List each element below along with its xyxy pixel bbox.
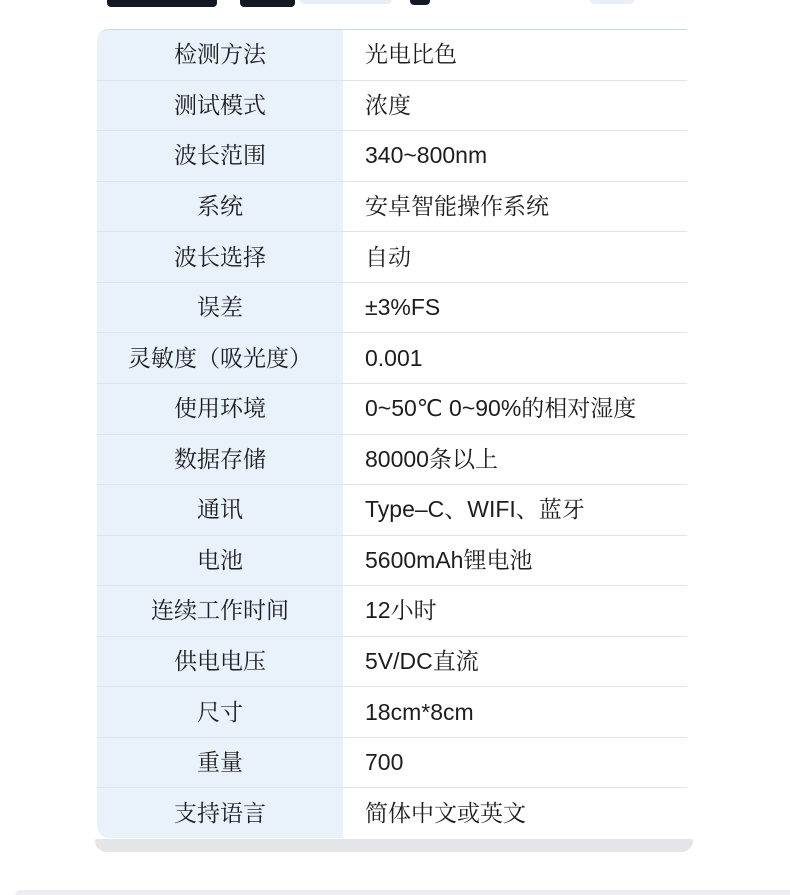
spec-label: 电池 (97, 536, 343, 586)
table-row (97, 30, 687, 80)
spec-value: 5V/DC直流 (343, 637, 687, 687)
spec-value: 700 (343, 738, 687, 788)
spec-label: 供电电压 (97, 637, 343, 687)
spec-label: 灵敏度（吸光度） (97, 333, 343, 383)
table-row (97, 130, 687, 181)
spec-value: 安卓智能操作系统 (343, 182, 687, 232)
table-row (97, 585, 687, 636)
spec-value: 浓度 (343, 81, 687, 131)
next-section-top-edge (15, 890, 790, 895)
table-row (97, 737, 687, 788)
spec-label: 连续工作时间 (97, 586, 343, 636)
spec-label: 使用环境 (97, 384, 343, 434)
spec-value: 自动 (343, 232, 687, 282)
spec-value: 80000条以上 (343, 435, 687, 485)
table-row (97, 282, 687, 333)
spec-label: 重量 (97, 738, 343, 788)
spec-label: 检测方法 (97, 30, 343, 80)
spec-label: 波长范围 (97, 131, 343, 181)
table-row (97, 181, 687, 232)
spec-value: 0.001 (343, 333, 687, 383)
table-bottom-shadow (95, 839, 693, 852)
table-row (97, 787, 687, 838)
spec-label: 支持语言 (97, 788, 343, 838)
spec-label: 数据存储 (97, 435, 343, 485)
table-row (97, 535, 687, 586)
spec-label: 测试模式 (97, 81, 343, 131)
spec-value: 5600mAh锂电池 (343, 536, 687, 586)
table-row (97, 686, 687, 737)
table-row (97, 636, 687, 687)
spec-value: 18cm*8cm (343, 687, 687, 737)
spec-value: 340~800nm (343, 131, 687, 181)
table-row (97, 231, 687, 282)
spec-value: ±3%FS (343, 283, 687, 333)
cutoff-shape-fragment (300, 0, 392, 4)
table-row (97, 383, 687, 434)
spec-label: 通讯 (97, 485, 343, 535)
spec-label: 波长选择 (97, 232, 343, 282)
spec-value: 光电比色 (343, 30, 687, 80)
cutoff-text-fragment (107, 0, 217, 7)
spec-label: 误差 (97, 283, 343, 333)
spec-value: 简体中文或英文 (343, 788, 687, 838)
spec-value: Type–C、WIFI、蓝牙 (343, 485, 687, 535)
table-row (97, 434, 687, 485)
table-row (97, 332, 687, 383)
spec-value: 12小时 (343, 586, 687, 636)
cutoff-text-fragment (410, 0, 430, 5)
table-row (97, 80, 687, 131)
spec-label: 系统 (97, 182, 343, 232)
cutoff-text-fragment (240, 0, 295, 7)
spec-table (97, 29, 687, 838)
spec-value: 0~50℃ 0~90%的相对湿度 (343, 384, 687, 434)
spec-label: 尺寸 (97, 687, 343, 737)
table-row (97, 484, 687, 535)
cutoff-shape-fragment (590, 0, 634, 4)
